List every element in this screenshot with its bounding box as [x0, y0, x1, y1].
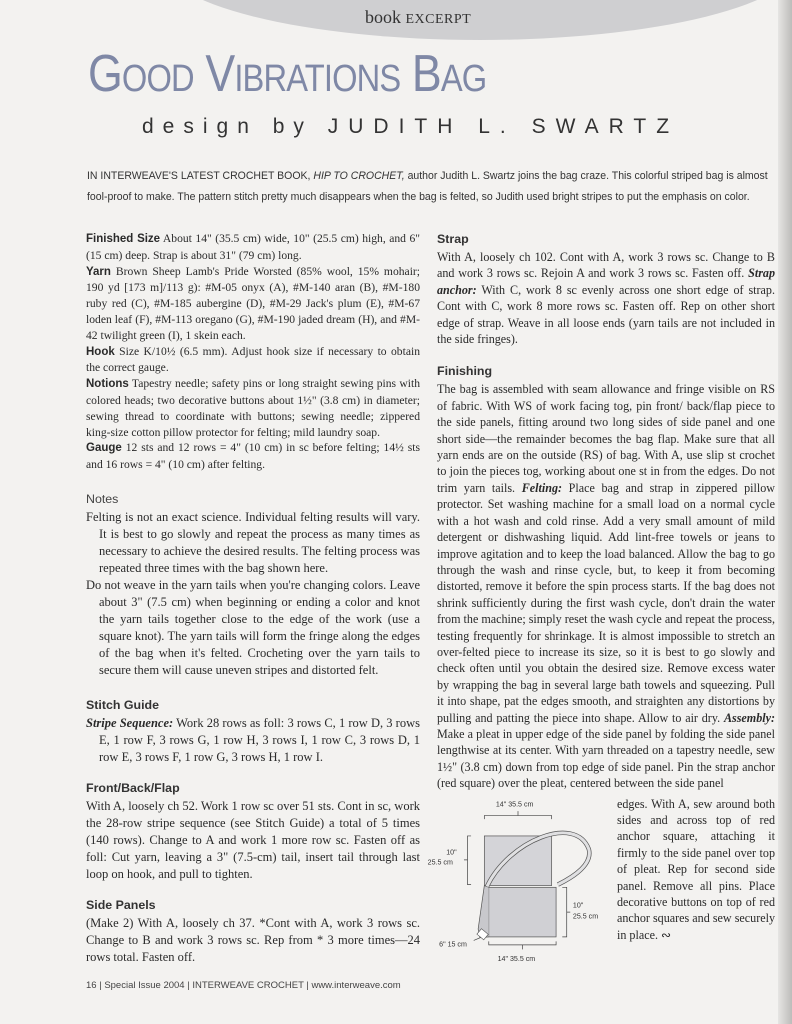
finishing-text-3: Make a pleat in upper edge of the side panel by folding the side panel lengthwise at its center. With yarn threaded on a tapestry needle, sew 1½" (3.8 cm) down from top edge of side panel. Pin the strap anchor (red square) over the pleat, centered between the side panel: [437, 726, 775, 791]
side-panels-text: (Make 2) With A, loosely ch 37. *Cont with A, work 3 rows sc. Change to B and work 3 rows sc. Rep from * 3 more times—24 rows total. Fasten off.: [86, 915, 420, 964]
byline-prefix: design by: [142, 115, 313, 138]
note-item: Felting is not an exact science. Individual felting results will vary. It is best to go slowly and repeat the process as many times as necessary to achieve the desired results. The felting process was repeated three times with the bag shown here.: [86, 509, 420, 575]
front-back-flap-text: With A, loosely ch 52. Work 1 row sc over 51 sts. Cont in sc, work the 28-row stripe sequence (see Stitch Guide) a total of 5 times (140 rows). Change to A and work 1 more row sc. Fasten off as foll: Cut yarn, leaving a 3" (7.5-cm) tail, insert tail through last loop on hook, and pull to tighten.: [86, 798, 420, 881]
intro-lead: IN INTERWEAVE'S LATEST CROCHET BOOK,: [87, 170, 314, 182]
intro-paragraph: [87, 166, 777, 208]
felting-label: Felting:: [521, 480, 563, 495]
body-height-in: 10": [572, 901, 584, 910]
stitch-guide-text: [86, 715, 420, 766]
spec-label: Yarn: [86, 265, 111, 278]
diagram-row: [427, 796, 775, 968]
finishing-text: [437, 381, 775, 791]
spec-label: Gauge: [86, 442, 122, 455]
t4: IBRATIONS: [234, 58, 401, 100]
finishing-heading: Finishing: [437, 364, 493, 379]
finishing-text-continued: [617, 796, 775, 944]
t1: G: [88, 45, 122, 103]
body-height-cm: 25.5 cm: [572, 911, 599, 920]
specs: [86, 231, 420, 473]
section-kicker: [365, 6, 471, 31]
t3: V: [205, 45, 235, 103]
strap-anchor-label: Strap anchor:: [437, 266, 775, 297]
strap-text-2: With C, work 8 sc evenly across one short edge of strap. Cont with C, work 8 more rows sc. Fasten off. Rep on other short edge of strap. Weave in all loose ends (yarn tails are not included in the side fringes).: [437, 282, 775, 347]
bag-body: [489, 887, 556, 937]
strap-heading: Strap: [437, 232, 469, 246]
spec-text: Brown Sheep Lamb's Pride Worsted (85% wool, 15% mohair; 190 yd [173 m]/113 g): #M-05 onyx (A), #M-140 aran (B), #M-180 ruby red (C), #M-185 aubergine (D), #M-29 Jack's plum (E), #M-67 loden leaf (F), #M-113 oregano (G), #M-190 jaded dream (H), and #M-42 twilight green (I), 1 skein each.: [86, 264, 420, 342]
spec-finished-size: [86, 231, 420, 264]
header-ellipse-decoration: [160, 0, 792, 40]
bag-side-panel: [478, 885, 489, 937]
assembly-label: Assembly:: [723, 710, 775, 725]
body-height-line: [562, 887, 570, 937]
spec-yarn: [86, 264, 420, 344]
spec-notions: [86, 376, 420, 440]
top-dimension-line: [484, 811, 551, 819]
page-binding-shadow: [778, 0, 792, 1024]
page-footer: 16 | Special Issue 2004 | INTERWEAVE CROCHET | www.interweave.com: [86, 980, 401, 991]
byline-author: JUDITH L. SWARTZ: [327, 115, 680, 138]
flap-height-cm: 25.5 cm: [427, 857, 453, 866]
spec-label: Finished Size: [86, 233, 161, 245]
byline: [142, 114, 679, 140]
depth-leader: [474, 937, 480, 940]
finishing-text-4: edges. With A, sew around both sides and across top of red anchor square, attaching it firmly to the side panel over top of pleat. Rep for second side panel. Remove all pins. Place decorative buttons on top of red anchor squares and sew securely in place.: [617, 796, 775, 942]
page-title: [88, 44, 486, 109]
finishing-text-1: The bag is assembled with seam allowance and fringe visible on RS of fabric. With WS of work facing tog, pin front/ back/flap piece to the side panels, fitting around two long sides of side panel and one short side—the remainder becomes the bag flap. Make sure that all yarn ends are on the outside (RS) of bag. With A, use slip st crochet to join the pieces tog, working about one st in from the edges. Do not trim yarn tails.: [437, 382, 775, 495]
flap-height-in: 10": [446, 848, 457, 857]
spec-text: About 14" (35.5 cm) wide, 10" (25.5 cm) high, and 6" (15 cm) deep. Strap is about 31" (79 cm) long.: [86, 232, 420, 262]
spec-hook: [86, 344, 420, 377]
stitch-guide-heading: Stitch Guide: [86, 697, 159, 712]
notes-heading: Notes: [86, 491, 119, 506]
strap-text-1: With A, loosely ch 102. Cont with A, work 3 rows sc. Change to B and work 3 rows sc. Rejoin A and work 3 rows sc. Fasten off.: [437, 250, 775, 281]
left-column: [86, 231, 420, 966]
kicker-book: book: [365, 7, 401, 27]
spec-text: Tapestry needle; safety pins or long straight sewing pins with colored heads; two decorative buttons about 1½" (3.8 cm) in diameter; sewing thread to coordinate with buttons; sewing needle; zippered king-size cotton pillow protector for felting; mild laundry soap.: [86, 377, 420, 439]
stripe-sequence-text: Work 28 rows as foll: 3 rows C, 1 row D, 3 rows E, 1 row F, 3 rows G, 1 row H, 3 rows I, 1 row C, 3 rows D, 1 row E, 3 rows F, 1 row G, 3 rows H, 1 row I.: [99, 715, 420, 764]
t2: OOD: [121, 58, 194, 100]
spec-label: Hook: [86, 345, 115, 358]
strap-text: [437, 249, 775, 347]
bag-flap: [484, 836, 551, 886]
flap-height-line: [464, 836, 471, 885]
bag-diagram: [425, 796, 611, 968]
side-panels-heading: Side Panels: [86, 897, 156, 912]
kicker-excerpt: EXCERPT: [405, 12, 472, 27]
top-width-label: 14" 35.5 cm: [495, 800, 534, 809]
front-back-flap-heading: Front/Back/Flap: [86, 780, 180, 795]
finishing-section: [427, 363, 775, 967]
strap-section: [437, 231, 775, 347]
bottom-width-label: 14" 35.5 cm: [497, 954, 536, 963]
depth-label: 6" 15 cm: [439, 940, 467, 949]
spec-gauge: [86, 440, 420, 473]
end-mark-icon: ∾: [661, 927, 672, 942]
intro-rest: author Judith L. Swartz joins the bag craze. This colorful striped bag is almost fool-proof to make. The pattern stitch pretty much disappears when the bag is felted, so Judith used bright stripes to put the emphasis on color.: [87, 170, 768, 203]
t5: B: [411, 45, 441, 103]
spec-label: Notions: [86, 378, 129, 391]
stitch-guide-section: [86, 697, 420, 766]
stripe-sequence-label: Stripe Sequence:: [86, 715, 174, 730]
spec-text: Size K/10½ (6.5 mm). Adjust hook size if necessary to obtain the correct gauge.: [86, 344, 420, 375]
t6: AG: [440, 58, 487, 100]
note-item: Do not weave in the yarn tails when you're changing colors. Leave about 3" (7.5 cm) when beginning or ending a color and knot the yarn tails together close to the edge of the work (use a square knot). The yarn tails will form the fringe along the edges of the bag when it's felted. Crocheting over the yarn tails to secure them will cause uneven stripes and distorted felt.: [86, 577, 420, 677]
finishing-text-2: Place bag and strap in zippered pillow protector. Set washing machine for a small load on a normal cycle with a hot wash and cold rinse. Add a very small amount of mild detergent or dishwashing liquid. Add lint-free towels or jeans to improve agitation and to keep the load balanced. Allow the bag to go through the wash and rinse cycle, but, to keep it from becoming distorted, remove it before the spin process starts. If the bag does not shrink sufficiently during the first wash cycle, don't drain the water from the machine; simply reset the wash cycle and repeat the process, testing frequently for shrinkage. It is almost impossible to stretch an over-felted piece to increase its size, so it is best to go slowly and check often until you obtain the desired size. Remove excess water by wrapping the bag in several large bath towels and squeezing. Pull it into shape, pat the edges smooth, and straighten any distortions by pulling and patting the piece into shape. Allow to air dry.: [437, 480, 775, 725]
intro-book-title: HIP TO CROCHET,: [313, 170, 405, 182]
bottom-dimension-line: [489, 941, 556, 949]
front-back-flap-section: [86, 780, 420, 883]
spec-text: 12 sts and 12 rows = 4" (10 cm) in sc before felting; 14½ sts and 16 rows = 4" (10 cm) after felting.: [86, 441, 420, 472]
right-column: [427, 231, 775, 968]
side-panels-section: [86, 897, 420, 966]
notes-section: [86, 491, 420, 679]
